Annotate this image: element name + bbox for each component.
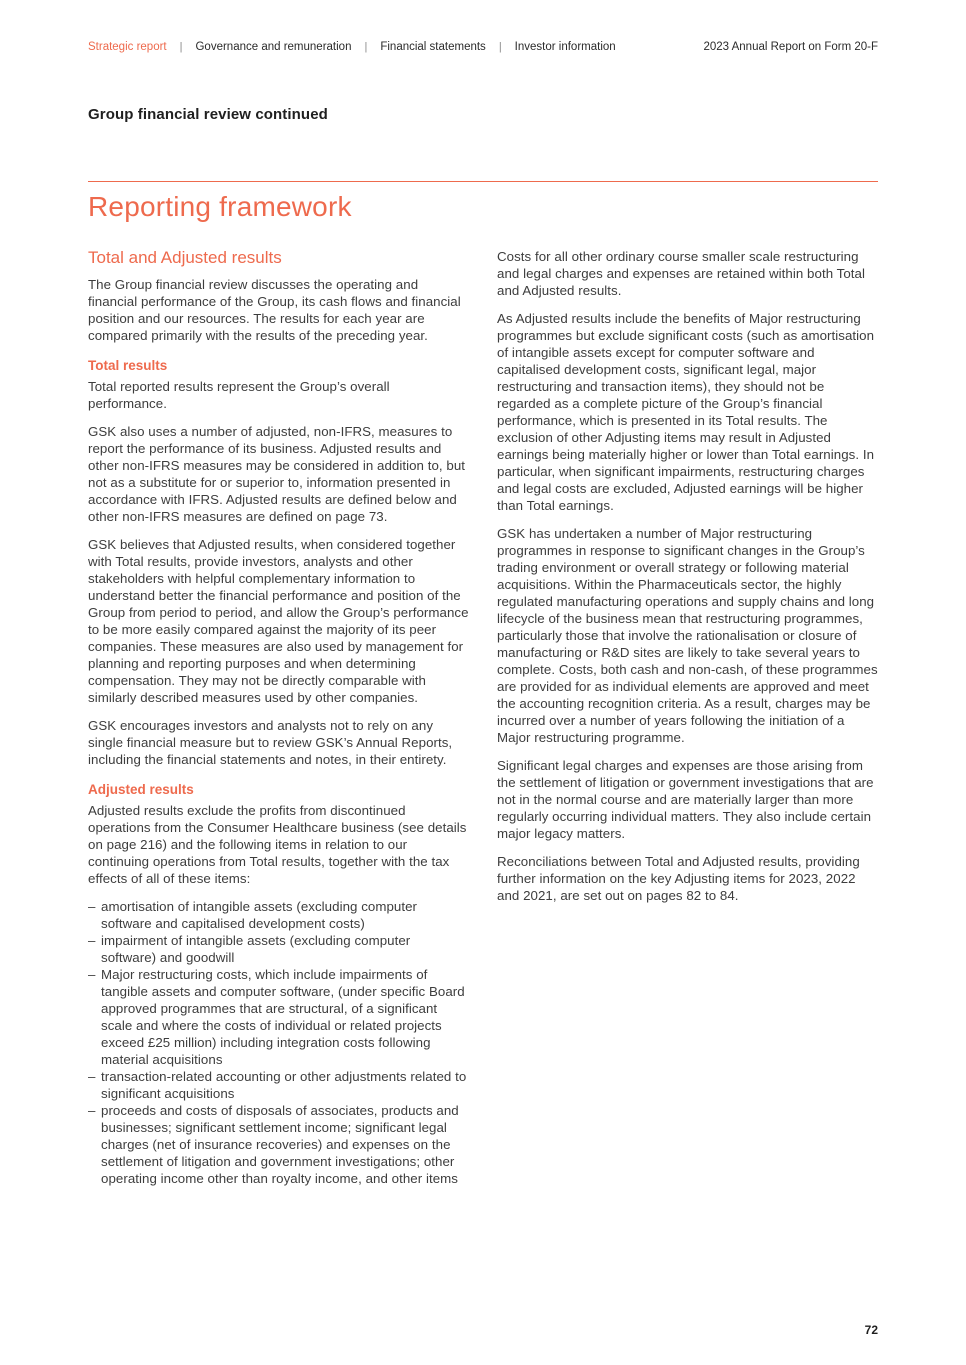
- list-item: – Major restructuring costs, which include impairments of tangible assets and computer software, (under specific Board approved programmes that are structural, of a significant scale and where the costs of individual or related projects exceed £25 million) including integration costs following material acquisitions: [88, 966, 469, 1068]
- paragraph: GSK believes that Adjusted results, when considered together with Total results, provide investors, analysts and other stakeholders with helpful complementary information to understand better the financial performance and position of the Group from period to period, and allow the Group’s performance to be more easily compared against the majority of its peer companies. These measures are also used by management for planning and reporting purposes and when determining compensation. They may not be directly comparable with similarly described measures used by other companies.: [88, 537, 469, 705]
- left-column: [88, 248, 469, 1187]
- nav-item-strategic-report[interactable]: Strategic report: [88, 41, 167, 53]
- report-title: 2023 Annual Report on Form 20-F: [703, 41, 878, 53]
- nav-item-investor-information[interactable]: Investor information: [514, 41, 616, 53]
- nav-divider: [499, 41, 502, 53]
- paragraph: Adjusted results exclude the profits from discontinued operations from the Consumer Healthcare business (see details on page 216) and the following items in relation to our continuing operations from Total results, together with the tax effects of all of these items:: [88, 803, 467, 886]
- nav-divider: [364, 41, 367, 53]
- sub-heading-adjusted-results: Adjusted results: [88, 782, 194, 797]
- paragraph: Significant legal charges and expenses are those arising from the settlement of litigation or government investigations that are not in the normal course and are materially larger than more regularly occurring individual matters. They also include certain major legacy matters.: [497, 758, 874, 841]
- nav-divider: [180, 41, 183, 53]
- top-navigation-bar: [88, 0, 878, 53]
- section-heading-total-and-adjusted-results: Total and Adjusted results: [88, 248, 282, 267]
- page-number: 72: [864, 1323, 878, 1337]
- paragraph: Costs for all other ordinary course smaller scale restructuring and legal charges and expenses are retained within both Total and Adjusted results.: [497, 249, 865, 298]
- sub-heading-total-results: Total results: [88, 358, 168, 373]
- paragraph: GSK has undertaken a number of Major restructuring programmes in response to significant changes in the Group’s trading environment or overall strategy or following material acquisitions. Within the Pharmaceuticals sector, the highly regulated manufacturing operations and supply chains and long lifecycle of the business mean that restructuring programmes, particularly those that involve the rationalisation or closure of manufacturing or R&D sites are likely to take several years to complete. Costs, both cash and non-cash, of these programmes are provided for as individual elements are approved and meet the accounting recognition criteria. As a result, charges may be incurred over a number of years following the initiation of a Major restructuring programme.: [497, 526, 878, 745]
- running-section-subtitle: Group financial review continued: [88, 106, 328, 123]
- list-item: – proceeds and costs of disposals of associates, products and businesses; significant settlement income; significant legal charges (net of insurance recoveries) and expenses on the settlement of litigation and government investigations; other operating income other than royalty income, and other items: [88, 1102, 469, 1187]
- paragraph: GSK also uses a number of adjusted, non-IFRS, measures to report the performance of its business. Adjusted results and other non-IFRS measures may be considered in addition to, but not as a substitute for or superior to, information presented in accordance with IFRS. Adjusted results are defined below and other non-IFRS measures are defined on page 73.: [88, 424, 466, 524]
- nav-item-governance-and-remuneration[interactable]: Governance and remuneration: [195, 41, 352, 53]
- nav-item-financial-statements[interactable]: Financial statements: [380, 41, 486, 53]
- section-nav: [88, 41, 616, 53]
- list-item: – impairment of intangible assets (excluding computer software) and goodwill: [88, 932, 469, 966]
- paragraph: Total reported results represent the Group’s overall performance.: [88, 379, 390, 411]
- paragraph: As Adjusted results include the benefits of Major restructuring programmes but exclude significant costs (such as amortisation of intangible assets except for computer software and capitalised development costs, significant legal, major restructuring and transaction items), they should not be regarded as a complete picture of the Group’s financial performance, which is presented in its Total results. The exclusion of other Adjusting items may result in Adjusted earnings being materially higher or lower than Total earnings. In particular, when significant impairments, restructuring charges and legal costs are excluded, Adjusted earnings will be higher than Total earnings.: [497, 311, 875, 513]
- paragraph: The Group financial review discusses the operating and financial performance of the Group, its cash flows and financial position and our resources. The results for each year are compared primarily with the results of the preceding year.: [88, 277, 461, 343]
- two-column-body: [88, 248, 878, 1187]
- page-title: Reporting framework: [88, 191, 352, 222]
- accent-divider: [88, 181, 878, 182]
- paragraph: Reconciliations between Total and Adjusted results, providing further information on the key Adjusting items for 2023, 2022 and 2021, are set out on pages 82 to 84.: [497, 854, 860, 903]
- paragraph: GSK encourages investors and analysts not to rely on any single financial measure but to review GSK’s Annual Reports, including the financial statements and notes, in their entirety.: [88, 718, 453, 767]
- list-item: – transaction-related accounting or other adjustments related to significant acquisitions: [88, 1068, 469, 1102]
- right-column: [497, 248, 878, 1187]
- list-item: – amortisation of intangible assets (excluding computer software and capitalised development costs): [88, 898, 469, 932]
- adjusting-items-list: [88, 898, 469, 1187]
